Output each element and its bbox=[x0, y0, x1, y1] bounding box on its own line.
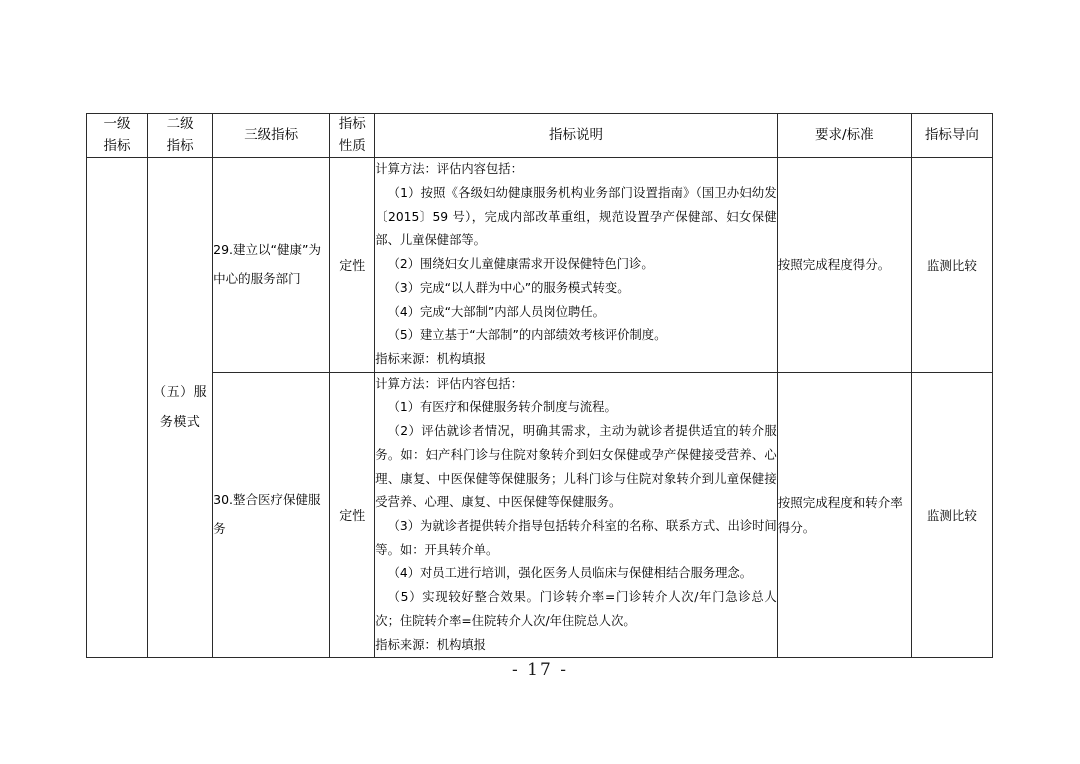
header-nature-line1: 指标 bbox=[338, 116, 366, 132]
header-level2-line1: 二级 bbox=[166, 116, 194, 132]
table-body bbox=[87, 158, 993, 658]
header-nature-line2: 性质 bbox=[338, 137, 366, 154]
cell-direction: 监测比较 bbox=[911, 372, 992, 658]
cell-direction: 监测比较 bbox=[911, 158, 992, 372]
header-level2 bbox=[148, 114, 213, 158]
cell-level3: 30.整合医疗保健服务 bbox=[213, 372, 330, 658]
cell-level1 bbox=[87, 158, 148, 658]
description-line: （5）建立基于“大部制”的内部绩效考核评价制度。 bbox=[387, 328, 667, 343]
description-source: 指标来源：机构填报 bbox=[375, 637, 486, 652]
table-row bbox=[87, 158, 993, 372]
indicator-table-container bbox=[86, 113, 993, 658]
header-requirement: 要求/标准 bbox=[777, 114, 911, 158]
cell-requirement: 按照完成程度得分。 bbox=[777, 158, 911, 372]
header-level1 bbox=[87, 114, 148, 158]
cell-level2-group bbox=[148, 158, 213, 658]
header-level1-line2: 指标 bbox=[103, 137, 131, 154]
description-line: （5）实现较好整合效果。门诊转介率=门诊转介人次/年门急诊总人次；住院转介率=住院转介人次/年住院总人次。 bbox=[375, 590, 777, 628]
level2-line1: （五）服 bbox=[153, 385, 208, 401]
header-level2-line2: 指标 bbox=[166, 137, 194, 154]
description-line: （3）为就诊者提供转介指导包括转介科室的名称、联系方式、出诊时间等。如：开具转介单。 bbox=[375, 518, 777, 557]
header-direction: 指标导向 bbox=[911, 114, 992, 158]
cell-requirement: 按照完成程度和转介率得分。 bbox=[777, 372, 911, 658]
table-row bbox=[87, 372, 993, 658]
description-source: 指标来源：机构填报 bbox=[375, 351, 486, 366]
level2-line2: 务模式 bbox=[159, 414, 201, 430]
cell-description bbox=[375, 158, 777, 372]
header-row bbox=[87, 114, 993, 158]
description-line: 计算方法：评估内容包括： bbox=[375, 162, 523, 177]
header-description: 指标说明 bbox=[375, 114, 777, 158]
description-line: （4）对员工进行培训，强化医务人员临床与保健相结合服务理念。 bbox=[387, 566, 753, 581]
cell-nature: 定性 bbox=[330, 372, 375, 658]
indicator-table bbox=[86, 113, 993, 658]
description-line: （4）完成“大部制”内部人员岗位聘任。 bbox=[387, 304, 605, 319]
description-line: （2）评估就诊者情况，明确其需求，主动为就诊者提供适宜的转介服务。如：妇产科门诊与住院对象转介到妇女保健或孕产保健接受营养、心理、康复、中医保健等保健服务；儿科门诊与住院对象转介到儿童保健接受营养、心理、康复、中医保健等保健服务。 bbox=[375, 424, 777, 510]
description-line: （2）围绕妇女儿童健康需求开设保健特色门诊。 bbox=[387, 257, 654, 272]
cell-description bbox=[375, 372, 777, 658]
description-line: （1）有医疗和保健服务转介制度与流程。 bbox=[387, 400, 617, 415]
table-header bbox=[87, 114, 993, 158]
description-line: 计算方法：评估内容包括： bbox=[375, 376, 523, 391]
header-level1-line1: 一级 bbox=[103, 116, 131, 132]
page-number: - 17 - bbox=[512, 660, 568, 680]
header-level3: 三级指标 bbox=[213, 114, 330, 158]
description-line: （3）完成“以人群为中心”的服务模式转变。 bbox=[387, 280, 630, 295]
cell-level3: 29.建立以“健康”为中心的服务部门 bbox=[213, 158, 330, 372]
description-line: （1）按照《各级妇幼健康服务机构业务部门设置指南》（国卫办妇幼发〔2015〕59 号），完成内部改革重组，规范设置孕产保健部、妇女保健部、儿童保健部等。 bbox=[375, 185, 777, 248]
cell-nature: 定性 bbox=[330, 158, 375, 372]
header-nature bbox=[330, 114, 375, 158]
